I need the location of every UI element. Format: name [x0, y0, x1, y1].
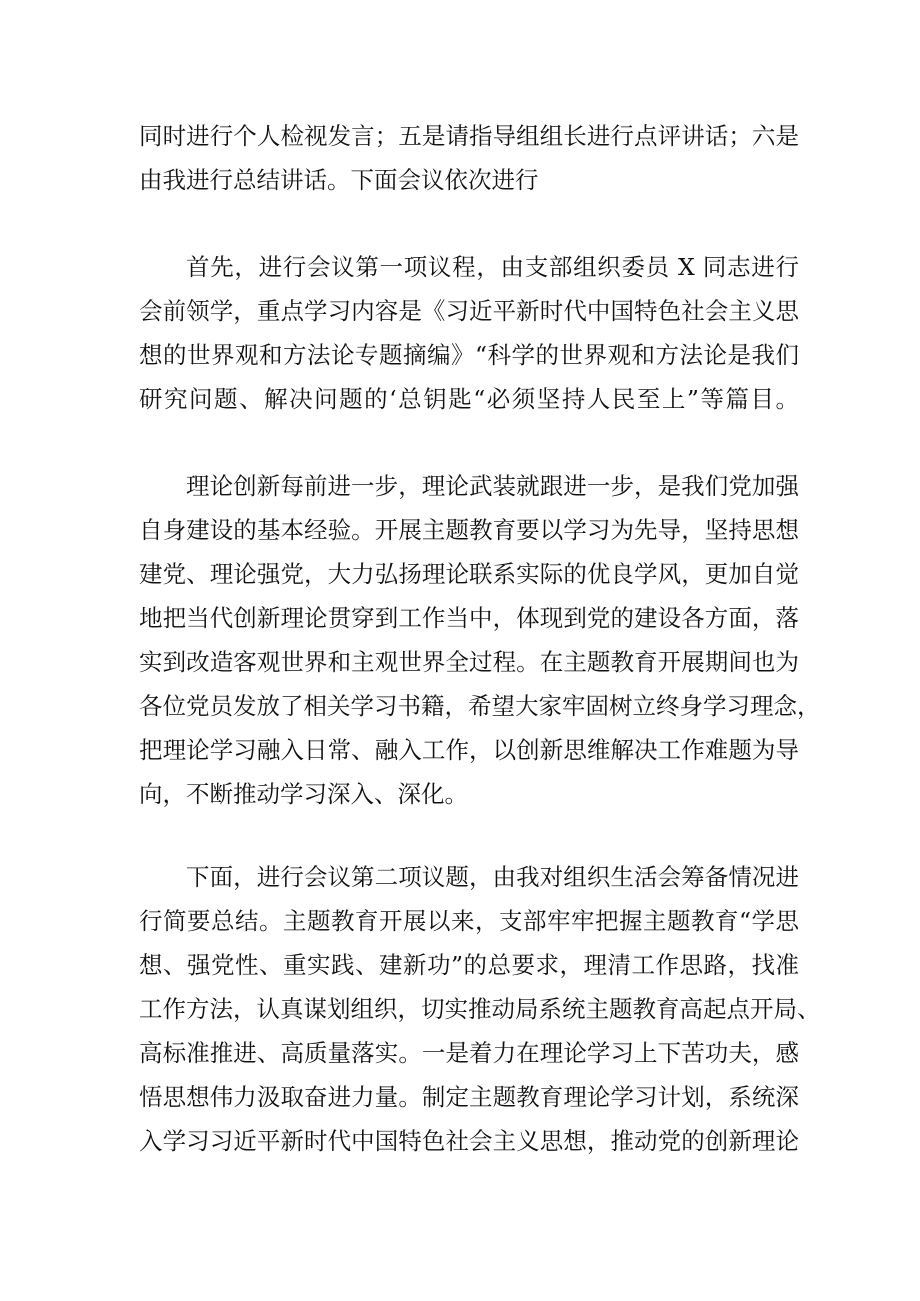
- text-line: 入学习习近平新时代中国特色社会主义思想，推动党的创新理论: [139, 1127, 799, 1155]
- text-line: 由我进行总结讲话。下面会议依次进行: [139, 166, 539, 194]
- paragraph-2: [139, 245, 799, 421]
- text-line: 行简要总结。主题教育开展以来，支部牢牢把握主题教育“学思: [139, 907, 799, 935]
- text-line: 想、强党性、重实践、建新功”的总要求，理清工作思路，找准: [139, 951, 799, 979]
- text-line: 同时进行个人检视发言；五是请指导组组长进行点评讲话；六是: [139, 122, 799, 150]
- paragraph-3: [139, 464, 821, 816]
- text-line: 把理论学习融入日常、融入工作，以创新思维解决工作难题为导: [139, 736, 799, 764]
- paragraph-1: [139, 114, 799, 202]
- text-line: 想的世界观和方法论专题摘编》“科学的世界观和方法论是我们: [139, 341, 799, 369]
- text-line: 高标准推进、高质量落实。一是着力在理论学习上下苦功夫，感: [139, 1039, 799, 1067]
- text-line: 工作方法，认真谋划组织，切实推动局系统主题教育高起点开局、: [139, 995, 821, 1023]
- text-line: 下面，进行会议第二项议题，由我对组织生活会筹备情况进: [186, 863, 799, 891]
- text-line: 建党、理论强党，大力弘扬理论联系实际的优良学风，更加自觉: [139, 560, 799, 588]
- text-line: 自身建设的基本经验。开展主题教育要以学习为先导，坚持思想: [139, 516, 799, 544]
- text-line: 实到改造客观世界和主观世界全过程。在主题教育开展期间也为: [139, 648, 799, 676]
- text-line: 向，不断推动学习深入、深化。: [139, 780, 468, 808]
- text-line: 首先，进行会议第一项议程，由支部组织委员 X 同志进行: [186, 253, 799, 281]
- text-line: 理论创新每前进一步，理论武装就跟进一步，是我们党加强: [186, 472, 799, 500]
- paragraph-4: [139, 855, 821, 1163]
- text-line: 研究问题、解决问题的‘总钥匙“必须坚持人民至上”等篇目。: [139, 385, 799, 413]
- text-line: 各位党员发放了相关学习书籍，希望大家牢固树立终身学习理念，: [139, 692, 821, 720]
- text-line: 会前领学，重点学习内容是《习近平新时代中国特色社会主义思: [139, 297, 799, 325]
- text-line: 悟思想伟力汲取奋进力量。制定主题教育理论学习计划，系统深: [139, 1083, 799, 1111]
- text-line: 地把当代创新理论贯穿到工作当中，体现到党的建设各方面，落: [139, 604, 799, 632]
